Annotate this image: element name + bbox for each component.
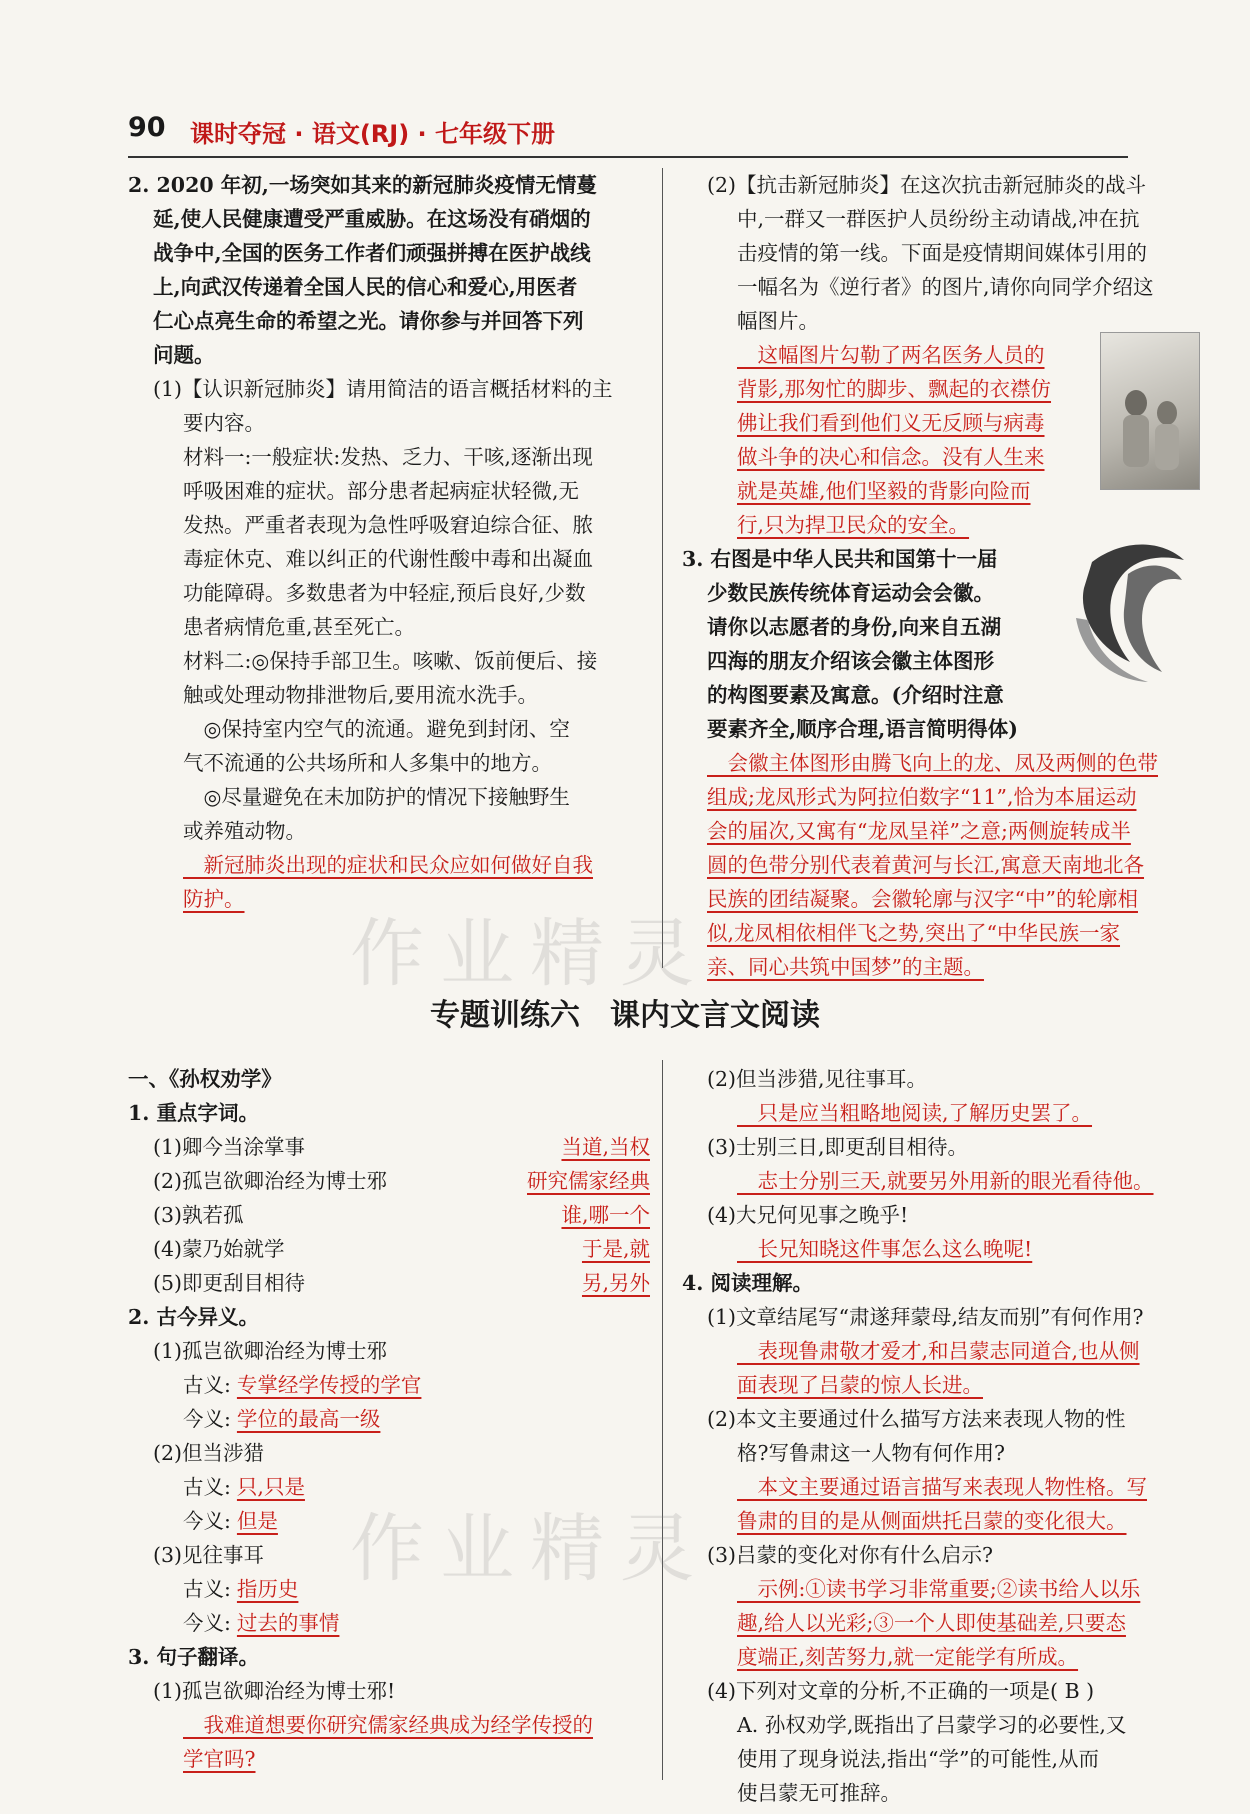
text-line: [128, 1232, 650, 1266]
answer-text: 度端正,刻苦努力,就一定能学有所成。: [737, 1645, 1079, 1669]
text-line: [128, 644, 650, 678]
text-line: [682, 1674, 1202, 1708]
line-text: 要内容。: [183, 411, 265, 435]
line-text: 上,向武汉传递着全国人民的信心和爱心,用医者: [153, 275, 578, 299]
text-line: [682, 270, 1202, 304]
answer-line: [682, 814, 1202, 848]
text-line: [128, 1096, 650, 1130]
answer-line: [682, 1640, 1202, 1674]
line-text: 3. 右图是中华人民共和国第十一届: [682, 547, 998, 571]
answer-text: 民族的团结凝聚。会徽轮廓与汉字“中”的轮廓相: [707, 887, 1138, 911]
answer-text: 另,另外: [581, 1271, 650, 1295]
answer-text: 似,龙凤相依相伴飞之势,突出了“中华民族一家: [707, 921, 1121, 945]
book-title: 课时夺冠 · 语文(RJ) · 七年级下册: [190, 120, 556, 148]
medical-workers-illustration: [1101, 333, 1199, 489]
text-line: [128, 780, 650, 814]
answer-blank: [237, 1475, 305, 1499]
answer-line: [682, 848, 1202, 882]
line-text: 1. 重点字词。: [128, 1101, 260, 1125]
line-text: 的构图要素及寓意。(介绍时注意: [707, 683, 1004, 707]
line-text: 3. 句子翻译。: [128, 1645, 260, 1669]
line-text: 使吕蒙无可推辞。: [737, 1781, 901, 1805]
answer-line: [128, 848, 650, 882]
header-rule: [128, 156, 1128, 158]
answer-line: [682, 1096, 1202, 1130]
text-line: [682, 1300, 1202, 1334]
line-text: 四海的朋友介绍该会徽主体图形: [707, 649, 994, 673]
line-text: 今义:: [183, 1407, 231, 1431]
text-line: [128, 304, 650, 338]
text-line: [128, 168, 650, 202]
line-text: 或养殖动物。: [183, 819, 306, 843]
text-line: [128, 678, 650, 712]
line-text: 古义:: [183, 1577, 231, 1601]
line-text: 发热。严重者表现为急性呼吸窘迫综合征、脓: [183, 513, 593, 537]
text-line: [128, 542, 650, 576]
text-line: [128, 236, 650, 270]
answer-line: [682, 1606, 1202, 1640]
line-text: A. 孙权劝学,既指出了吕蒙学习的必要性,又: [737, 1713, 1127, 1737]
line-text: 2. 2020 年初,一场突如其来的新冠肺炎疫情无情蔓: [128, 173, 597, 197]
line-text: 一幅名为《逆行者》的图片,请你向同学介绍这: [737, 275, 1154, 299]
text-line: [682, 236, 1202, 270]
line-text: (2)【抗击新冠肺炎】在这次抗击新冠肺炎的战斗: [707, 173, 1147, 197]
line-text: 战争中,全国的医务工作者们顽强拼搏在医护战线: [153, 241, 591, 265]
column-divider-top: [662, 168, 663, 968]
answer-text: 鲁肃的目的是从侧面烘托吕蒙的变化很大。: [737, 1509, 1127, 1533]
answer-line: [682, 882, 1202, 916]
line-text: (3)见往事耳: [153, 1543, 265, 1567]
line-text: (4)蒙乃始就学: [153, 1237, 285, 1261]
text-line: [682, 1402, 1202, 1436]
answer-text: 但是: [236, 1509, 278, 1533]
answer-line: [682, 1368, 1202, 1402]
text-line: [128, 1606, 650, 1640]
answer-blank: [582, 1266, 650, 1300]
line-text: 古义:: [183, 1475, 231, 1499]
nixingzhe-picture: [1100, 332, 1200, 490]
text-line: [682, 1198, 1202, 1232]
answer-line: [682, 1572, 1202, 1606]
answer-text: 佛让我们看到他们义无反顾与病毒: [737, 411, 1045, 435]
answer-line: [682, 950, 1202, 984]
text-line: [682, 1708, 1202, 1742]
line-text: 今义:: [183, 1509, 231, 1533]
line-text: 气不流通的公共场所和人多集中的地方。: [183, 751, 552, 775]
answer-blank: [237, 1509, 278, 1533]
text-line: [128, 1130, 650, 1164]
answer-blank: [237, 1611, 340, 1635]
answer-blank: [561, 1198, 650, 1232]
answer-line: [682, 1334, 1202, 1368]
answer-text: 趣,给人以光彩;③一个人即使基础差,只要态: [737, 1611, 1126, 1635]
text-line: [128, 474, 650, 508]
answer-text: 背影,那匆忙的脚步、飘起的衣襟仿: [737, 377, 1052, 401]
line-text: (3)吕蒙的变化对你有什么启示?: [707, 1543, 994, 1567]
page-number: 90: [128, 112, 166, 143]
line-text: 中,一群又一群医护人员纷纷主动请战,冲在抗: [737, 207, 1140, 231]
answer-text: 专掌经学传授的学官: [236, 1373, 422, 1397]
line-text: (2)但当涉猎: [153, 1441, 265, 1465]
answer-line: [682, 1470, 1202, 1504]
answer-line: [682, 1164, 1202, 1198]
line-text: 2. 古今异义。: [128, 1305, 260, 1329]
line-text: (4)大兄何见事之晚乎!: [707, 1203, 909, 1227]
answer-blank: [237, 1577, 299, 1601]
text-line: [128, 1436, 650, 1470]
text-line: [128, 1164, 650, 1198]
answer-line: [128, 1708, 650, 1742]
answer-line: [682, 1504, 1202, 1538]
text-line: [128, 338, 650, 372]
line-text: (1)文章结尾写“肃遂拜蒙母,结友而别”有何作用?: [707, 1305, 1144, 1329]
line-text: 今义:: [183, 1611, 231, 1635]
answer-text: 于是,就: [581, 1237, 650, 1261]
line-text: 古义:: [183, 1373, 231, 1397]
answer-text: 表现鲁肃敬才爱才,和吕蒙志同道合,也从侧: [737, 1339, 1140, 1363]
line-text: (2)孤岂欲卿治经为博士邪: [153, 1169, 388, 1193]
line-text: 材料一:一般症状:发热、乏力、干咳,逐渐出现: [183, 445, 593, 469]
line-text: 患者病情危重,甚至死亡。: [183, 615, 416, 639]
answer-text: 我难道想要你研究儒家经典成为经学传授的: [183, 1713, 593, 1737]
line-text: (2)本文主要通过什么描写方法来表现人物的性: [707, 1407, 1126, 1431]
line-text: (4)下列对文章的分析,不正确的一项是( B ): [707, 1679, 1095, 1703]
line-text: 呼吸困难的症状。部分患者起病症状轻微,无: [183, 479, 580, 503]
line-text: (2)但当涉猎,见往事耳。: [707, 1067, 928, 1091]
text-line: [128, 440, 650, 474]
answer-text: 研究儒家经典: [527, 1169, 650, 1193]
line-text: (1)【认识新冠肺炎】请用简洁的语言概括材料的主: [153, 377, 613, 401]
text-line: [682, 1266, 1202, 1300]
answer-text: 圆的色带分别代表着黄河与长江,寓意天南地北各: [707, 853, 1145, 877]
line-text: 少数民族传统体育运动会会徽。: [707, 581, 994, 605]
answer-text: 防护。: [183, 887, 245, 911]
answer-blank: [561, 1130, 650, 1164]
text-line: [682, 712, 1202, 746]
line-text: 材料二:◎保持手部卫生。咳嗽、饭前便后、接: [183, 649, 598, 673]
answer-line: [682, 780, 1202, 814]
line-text: 请你以志愿者的身份,向来自五湖: [707, 615, 1002, 639]
answer-text: 谁,哪一个: [561, 1203, 650, 1227]
text-line: [682, 1742, 1202, 1776]
dragon-phoenix-emblem-icon: [1064, 530, 1202, 690]
answer-text: 只,只是: [236, 1475, 305, 1499]
answer-text: 本文主要通过语言描写来表现人物性格。写: [737, 1475, 1147, 1499]
line-text: ◎尽量避免在未加防护的情况下接触野生: [183, 785, 570, 809]
text-line: [128, 814, 650, 848]
section-title: 专题训练六 课内文言文阅读: [430, 998, 820, 1033]
answer-text: 亲、同心共筑中国梦”的主题。: [707, 955, 984, 979]
line-text: 触或处理动物排泄物后,要用流水洗手。: [183, 683, 539, 707]
text-line: [128, 712, 650, 746]
text-line: [682, 1062, 1202, 1096]
line-text: 格?写鲁肃这一人物有何作用?: [737, 1441, 1005, 1465]
text-line: [128, 1334, 650, 1368]
column-divider-bottom: [662, 1060, 663, 1780]
text-line: [128, 372, 650, 406]
text-line: [682, 202, 1202, 236]
text-line: [128, 406, 650, 440]
answer-text: 只是应当粗略地阅读,了解历史罢了。: [737, 1101, 1093, 1125]
line-text: (1)卿今当涂掌事: [153, 1135, 306, 1159]
answer-line: [128, 1742, 650, 1776]
text-line: [128, 1674, 650, 1708]
sunquan-quanxue-part-2: [682, 1062, 1202, 1810]
answer-text: 做斗争的决心和信念。没有人生来: [737, 445, 1045, 469]
text-line: [128, 1062, 650, 1096]
text-line: [128, 270, 650, 304]
line-text: 毒症休克、难以纠正的代谢性酸中毒和出凝血: [183, 547, 593, 571]
answer-blank: [237, 1407, 381, 1431]
answer-text: 指历史: [236, 1577, 299, 1601]
line-text: 一、《孙权劝学》: [128, 1067, 282, 1091]
watermark-bottom: 作业精灵: [350, 1506, 710, 1592]
answer-blank: [582, 1232, 650, 1266]
answer-text: 过去的事情: [236, 1611, 340, 1635]
line-text: 问题。: [153, 343, 215, 367]
answer-text: 组成;龙凤形式为阿拉伯数字“11”,恰为本届运动: [707, 785, 1137, 809]
watermark-top: 作业精灵: [350, 911, 710, 997]
answer-line: [682, 916, 1202, 950]
text-line: [128, 1198, 650, 1232]
text-line: [128, 1402, 650, 1436]
answer-text: 当道,当权: [561, 1135, 650, 1159]
line-text: 延,使人民健康遭受严重威胁。在这场没有硝烟的: [153, 207, 591, 231]
answer-text: 这幅图片勾勒了两名医务人员的: [737, 343, 1045, 367]
line-text: 使用了现身说法,指出“学”的可能性,从而: [737, 1747, 1099, 1771]
answer-text: 就是英雄,他们坚毅的背影向险而: [737, 479, 1031, 503]
line-text: (3)孰若孤: [153, 1203, 244, 1227]
text-line: [128, 610, 650, 644]
text-line: [128, 576, 650, 610]
text-line: [128, 508, 650, 542]
answer-text: 学位的最高一级: [236, 1407, 381, 1431]
answer-blank: [237, 1373, 422, 1397]
text-line: [682, 1776, 1202, 1810]
line-text: (3)士别三日,即更刮目相待。: [707, 1135, 969, 1159]
text-line: [682, 1436, 1202, 1470]
answer-text: 志士分别三天,就要另外用新的眼光看待他。: [737, 1169, 1154, 1193]
line-text: ◎保持室内空气的流通。避免到封闭、空: [183, 717, 570, 741]
answer-text: 长兄知晓这件事怎么这么晚呢!: [737, 1237, 1033, 1261]
text-line: [128, 1368, 650, 1402]
text-line: [682, 1130, 1202, 1164]
sunquan-quanxue-part-1: [128, 1062, 650, 1776]
text-line: [128, 1266, 650, 1300]
games-emblem: [1064, 530, 1202, 690]
answer-line: [682, 1232, 1202, 1266]
answer-blank: [527, 1164, 650, 1198]
answer-text: 会的届次,又寓有“龙凤呈祥”之意;两侧旋转成半: [707, 819, 1131, 843]
answer-text: 行,只为捍卫民众的安全。: [737, 513, 970, 537]
line-text: 幅图片。: [737, 309, 819, 333]
line-text: 击疫情的第一线。下面是疫情期间媒体引用的: [737, 241, 1147, 265]
text-line: [128, 746, 650, 780]
answer-text: 学官吗?: [183, 1747, 256, 1771]
line-text: (1)孤岂欲卿治经为博士邪: [153, 1339, 388, 1363]
text-line: [128, 1300, 650, 1334]
line-text: (1)孤岂欲卿治经为博士邪!: [153, 1679, 396, 1703]
answer-text: 会徽主体图形由腾飞向上的龙、凤及两侧的色带: [707, 751, 1158, 775]
answer-text: 面表现了吕蒙的惊人长进。: [737, 1373, 983, 1397]
line-text: 要素齐全,顺序合理,语言简明得体): [707, 717, 1018, 741]
answer-text: 新冠肺炎出现的症状和民众应如何做好自我: [183, 853, 593, 877]
text-line: [128, 1640, 650, 1674]
line-text: 功能障碍。多数患者为中轻症,预后良好,少数: [183, 581, 586, 605]
answer-text: 示例:①读书学习非常重要;②读书给人以乐: [737, 1577, 1141, 1601]
line-text: 仁心点亮生命的希望之光。请你参与并回答下列: [153, 309, 584, 333]
answer-line: [682, 746, 1202, 780]
text-line: [682, 1538, 1202, 1572]
text-line: [128, 202, 650, 236]
line-text: (5)即更刮目相待: [153, 1271, 306, 1295]
text-line: [682, 168, 1202, 202]
line-text: 4. 阅读理解。: [682, 1271, 814, 1295]
question-2-part-1: [128, 168, 650, 916]
